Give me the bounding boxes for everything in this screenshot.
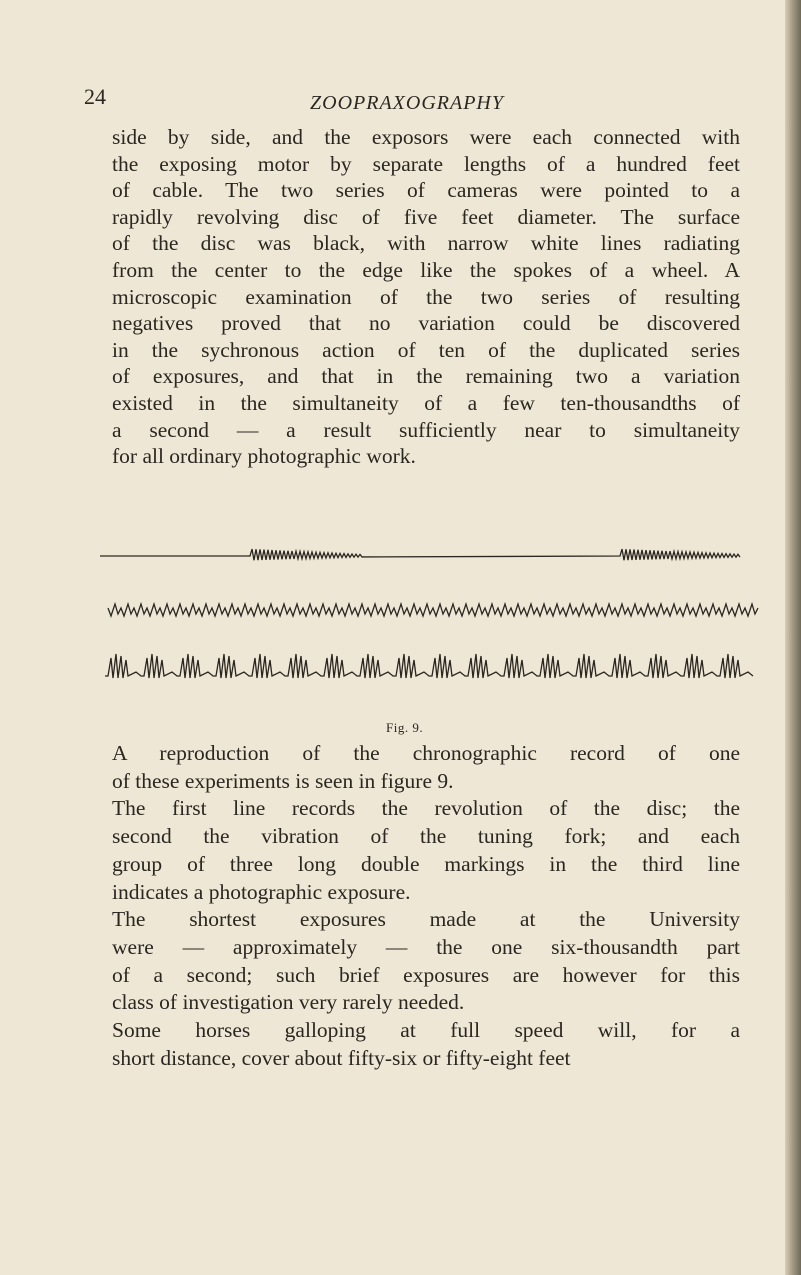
text-line: class of investigation very rarely needed. [112, 990, 465, 1015]
text-line: short distance, cover about fifty-six or fifty-eight feet [112, 1045, 571, 1070]
page-number: 24 [84, 84, 106, 109]
text-line: indicates a photographic exposure. [112, 879, 411, 904]
disc-revolution-trace [100, 549, 740, 560]
text-line: The first line records the revolution of the disc; the [112, 796, 740, 821]
text-line: side by side, and the exposors were each connected with [112, 125, 740, 149]
running-title: ZOOPRAXOGRAPHY [310, 92, 504, 114]
text-line: A reproduction of the chronographic record of one [112, 741, 740, 765]
figure-caption: Fig. 9. [386, 720, 424, 735]
text-line: existed in the simultaneity of a few ten-thousandths of [112, 390, 740, 415]
exposure-markings-trace [105, 654, 753, 678]
text-line: the exposing motor by separate lengths of a hundred feet [112, 151, 740, 176]
text-line: rapidly revolving disc of five feet diameter. The surface [112, 204, 740, 229]
lower-paragraphs [112, 740, 740, 1072]
text-line: The shortest exposures made at the University [112, 907, 740, 932]
chronographic-record-figure [100, 546, 760, 712]
text-line: were — approximately — the one six-thousandth part [112, 934, 740, 959]
text-line: of a second; such brief exposures are however for this [112, 962, 740, 987]
upper-paragraph [112, 124, 740, 470]
text-line: in the sychronous action of ten of the duplicated series [112, 337, 740, 362]
text-line: negatives proved that no variation could be discovered [112, 311, 740, 336]
text-line: a second — a result sufficiently near to simultaneity [112, 417, 740, 442]
text-line: of exposures, and that in the remaining two a variation [112, 364, 740, 389]
text-line: Some horses galloping at full speed will, for a [112, 1018, 740, 1043]
page-header [0, 84, 785, 114]
text-line: second the vibration of the tuning fork; and each [112, 824, 740, 849]
text-line: from the center to the edge like the spokes of a wheel. A [112, 257, 740, 282]
tuning-fork-trace [108, 604, 758, 616]
text-line: of these experiments is seen in figure 9. [112, 768, 454, 793]
text-line: of the disc was black, with narrow white lines radiating [112, 231, 740, 256]
text-line: group of three long double markings in the third line [112, 851, 740, 876]
text-line: for all ordinary photographic work. [112, 444, 416, 469]
text-line: microscopic examination of the two series of resulting [112, 284, 740, 309]
text-line: of cable. The two series of cameras were pointed to a [112, 178, 740, 203]
page-edge-shadow [785, 0, 801, 1275]
